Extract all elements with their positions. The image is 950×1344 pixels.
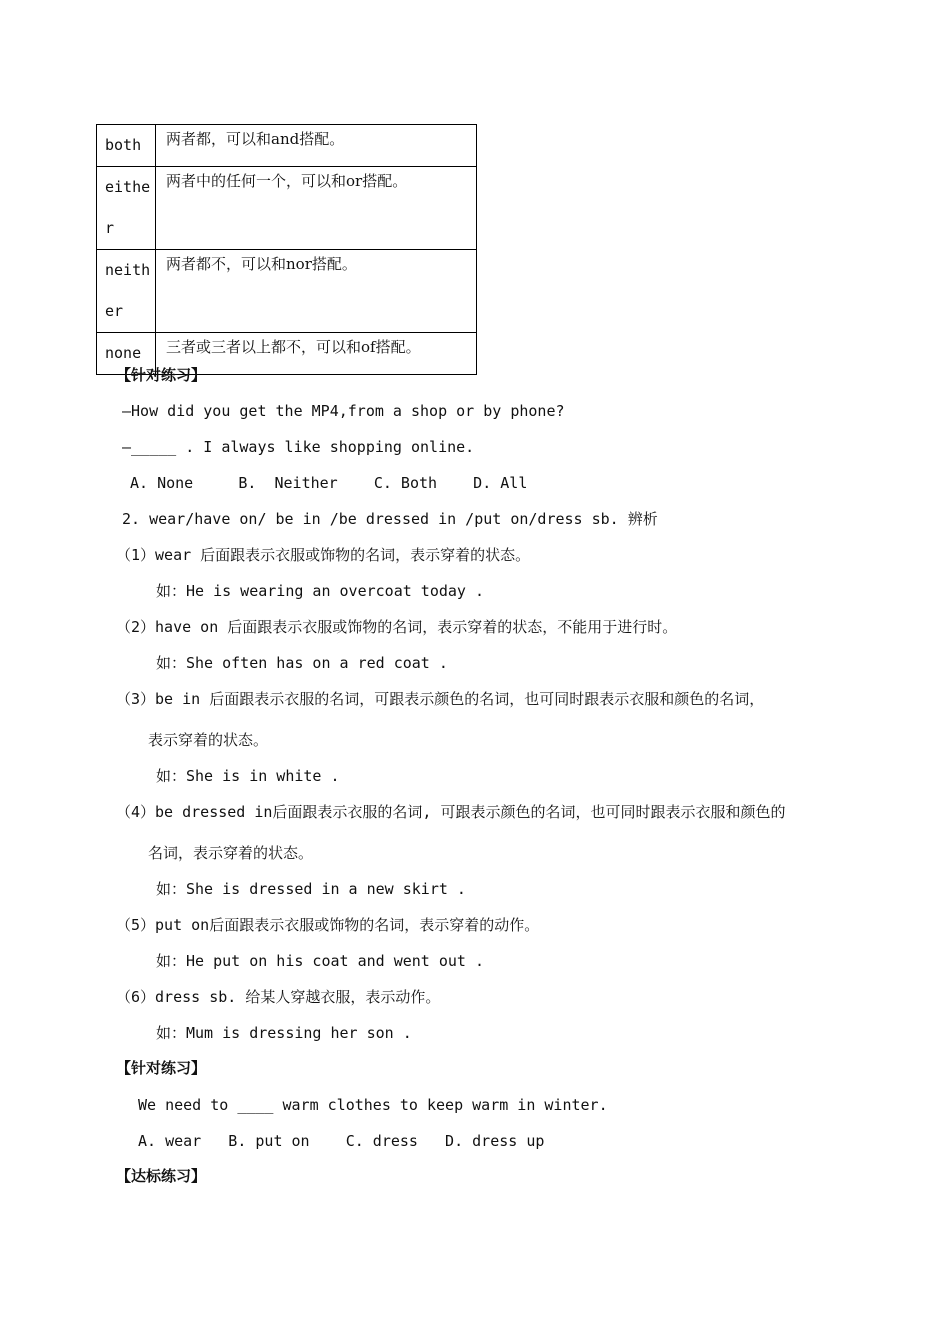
definition-cell: 三者或三者以上都不，可以和of搭配。	[156, 333, 477, 375]
definition-cell: 两者中的任何一个，可以和or搭配。	[156, 167, 477, 250]
vocab-table	[96, 124, 477, 375]
answer-options: A. None B. Neither C. Both D. All	[130, 474, 528, 492]
example-line: 如：She often has on a red coat .	[156, 654, 448, 672]
definition-cell: 两者都，可以和and搭配。	[156, 125, 477, 167]
practice-heading: 【达标练习】	[116, 1167, 207, 1185]
rule-item: （5）put on后面跟表示衣服或饰物的名词，表示穿着的动作。	[116, 916, 540, 934]
question-line: We need to ____ warm clothes to keep warm in winter.	[138, 1096, 608, 1114]
section-title: 2. wear/have on/ be in /be dressed in /put on/dress sb. 辨析	[122, 510, 658, 528]
rule-item: （2）have on 后面跟表示衣服或饰物的名词，表示穿着的状态，不能用于进行时。	[116, 618, 678, 636]
word-cell: none	[97, 333, 156, 375]
example-line: 如：She is in white .	[156, 767, 340, 785]
question-line: —_____ . I always like shopping online.	[122, 438, 475, 456]
example-line: 如：Mum is dressing her son .	[156, 1024, 412, 1042]
rule-item-continued: 表示穿着的状态。	[148, 731, 269, 749]
answer-options: A. wear B. put on C. dress D. dress up	[138, 1132, 545, 1150]
rule-item: （3）be in 后面跟表示衣服的名词，可跟表示颜色的名词，也可同时跟表示衣服和颜色的名词，	[116, 690, 765, 708]
table-row	[97, 167, 477, 250]
rule-item: （6）dress sb. 给某人穿越衣服，表示动作。	[116, 988, 441, 1006]
definition-cell: 两者都不，可以和nor搭配。	[156, 250, 477, 333]
rule-item: （1）wear 后面跟表示衣服或饰物的名词，表示穿着的状态。	[116, 546, 531, 564]
table-row	[97, 250, 477, 333]
table-row	[97, 125, 477, 167]
practice-heading: 【针对练习】	[116, 366, 207, 384]
word-cell: neither	[97, 250, 156, 333]
example-line: 如：She is dressed in a new skirt .	[156, 880, 466, 898]
question-line: —How did you get the MP4,from a shop or by phone?	[122, 402, 565, 420]
example-line: 如：He is wearing an overcoat today .	[156, 582, 485, 600]
rule-item: （4）be dressed in后面跟表示衣服的名词, 可跟表示颜色的名词，也可同时跟表示衣服和颜色的	[116, 803, 786, 821]
practice-heading: 【针对练习】	[116, 1059, 207, 1077]
word-cell: both	[97, 125, 156, 167]
example-line: 如：He put on his coat and went out .	[156, 952, 485, 970]
rule-item-continued: 名词，表示穿着的状态。	[148, 844, 314, 862]
word-cell: either	[97, 167, 156, 250]
